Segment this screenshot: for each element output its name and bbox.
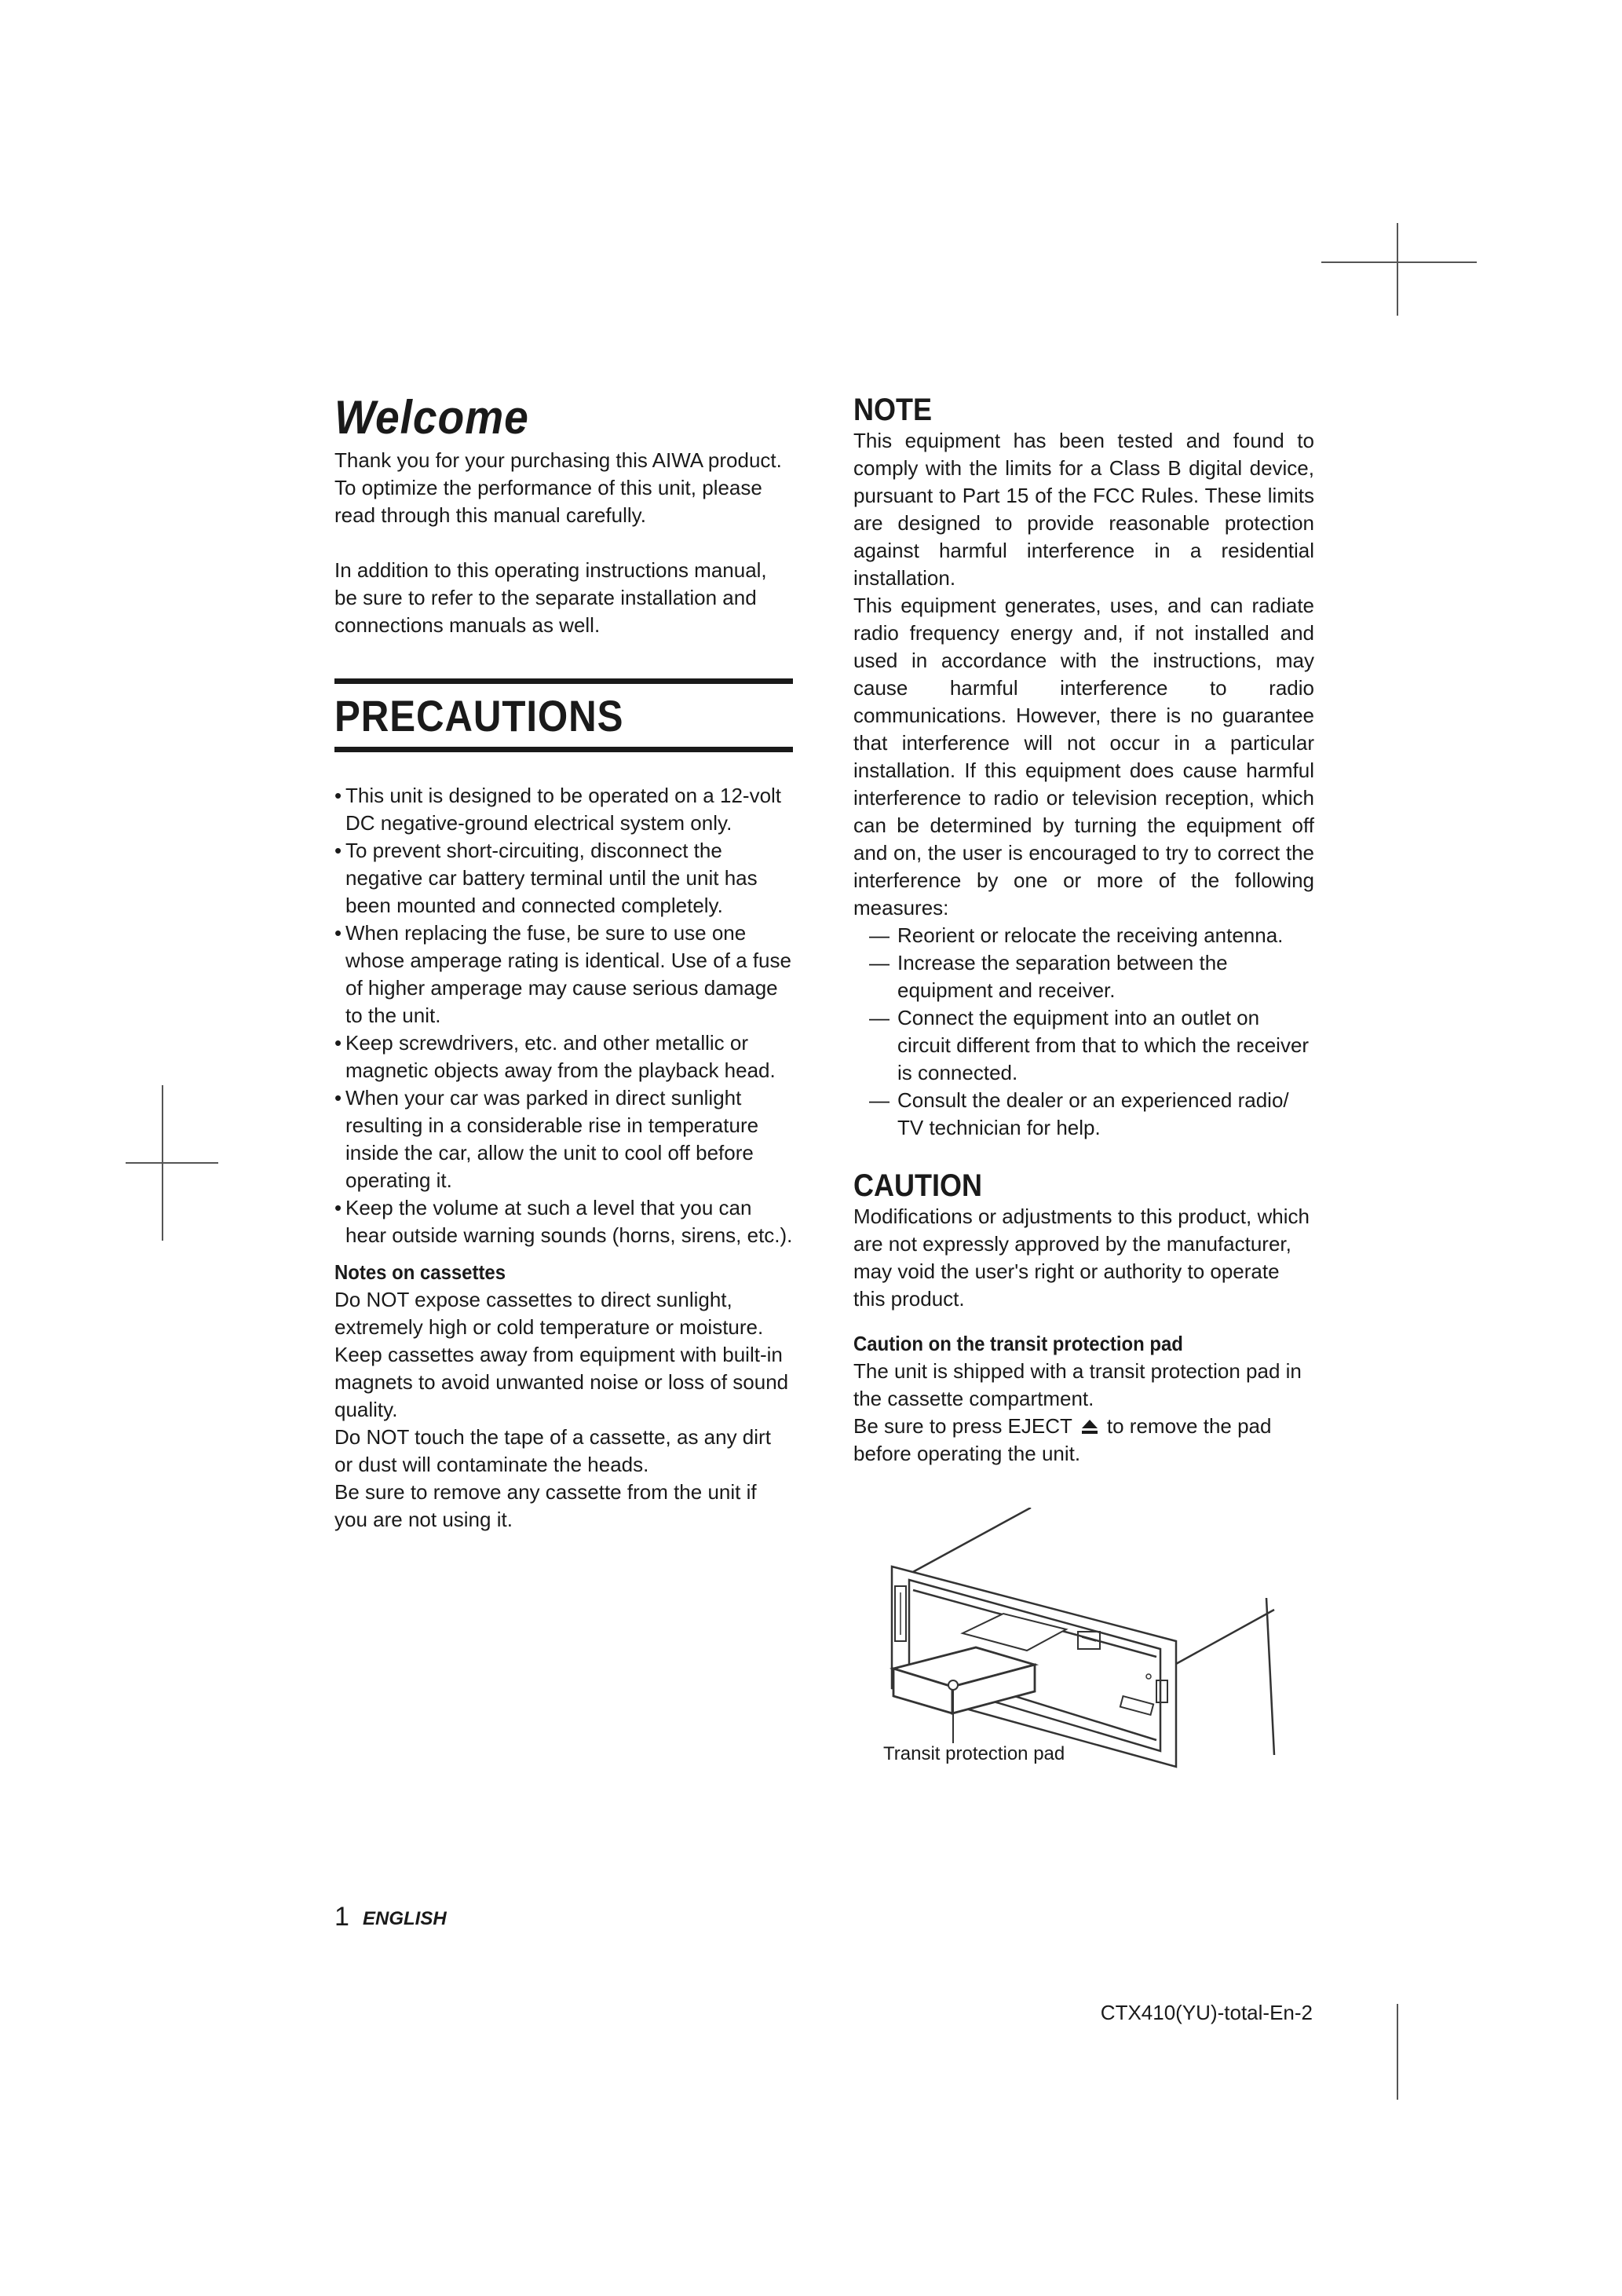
list-item: — Consult the dealer or an experienced radio/ TV technician for help.: [869, 1088, 1289, 1139]
cassettes-paragraph-2: Keep cassettes away from equipment with built-in magnets to avoid unwanted noise or loss of sound quality.: [334, 1342, 789, 1421]
eject-icon: [1081, 1419, 1098, 1435]
page-number: 1: [334, 1902, 349, 1932]
list-item: — Connect the equipment into an outlet on circuit different from that to which the receiver is connected.: [869, 1006, 1310, 1084]
measures-list: [853, 922, 1314, 1142]
transit-heading: Caution on the transit protection pad: [853, 1332, 1183, 1355]
list-item: • This unit is designed to be operated on a 12-volt DC negative-ground electrical system only.: [334, 783, 782, 835]
list-item: • Keep the volume at such a level that you can hear outside warning sounds (horns, sirens, etc.).: [334, 1195, 793, 1247]
bullet-icon: •: [334, 1195, 342, 1219]
list-item: — Reorient or relocate the receiving antenna.: [869, 922, 1314, 949]
cassettes-paragraph-1: Do NOT expose cassettes to direct sunlight, extremely high or cold temperature or moisture.: [334, 1287, 764, 1339]
welcome-paragraph-1: Thank you for your purchasing this AIWA product. To optimize the performance of this unit, please read through this manual carefully.: [334, 448, 782, 527]
bullet-icon: •: [334, 1030, 342, 1055]
list-item: • When replacing the fuse, be sure to use one whose amperage rating is identical. Use of a fuse of higher amperage may cause serious damage to the unit.: [334, 920, 791, 1027]
crop-mark-top-right-v: [1397, 223, 1398, 316]
dash-icon: —: [869, 1006, 890, 1029]
note-paragraph-1: This equipment has been tested and found to comply with the limits for a Class B digital device, pursuant to Part 15 of the FCC Rules. These limits are designed to provide reasonable protection against harmful interference in a residential installation.: [853, 429, 1314, 590]
transit-paragraph-1: The unit is shipped with a transit protection pad in the cassette compartment.: [853, 1359, 1302, 1410]
welcome-title: Welcome: [334, 391, 529, 444]
crop-mark-bottom-right-v: [1397, 2004, 1398, 2100]
bullet-icon: •: [334, 1085, 342, 1110]
figure-caption: Transit protection pad: [883, 1743, 1065, 1764]
welcome-paragraph-2: In addition to this operating instructions manual, be sure to refer to the separate installation and connections manuals as well.: [334, 558, 767, 637]
top-rule: [334, 678, 793, 684]
caution-paragraph: Modifications or adjustments to this product, which are not expressly approved by the manufacturer, may void the user's right or authority to operate this product.: [853, 1205, 1310, 1311]
cassettes-paragraph-4: Be sure to remove any cassette from the unit if you are not using it.: [334, 1479, 757, 1531]
bullet-icon: •: [334, 838, 342, 862]
precautions-list: [334, 782, 793, 1249]
bottom-rule: [334, 747, 793, 752]
spacer: [334, 529, 793, 557]
dash-icon: —: [869, 951, 890, 974]
right-column: [853, 377, 1314, 1468]
dash-icon: —: [869, 1088, 890, 1112]
list-item: • Keep screwdrivers, etc. and other metallic or magnetic objects away from the playback head.: [334, 1030, 776, 1082]
transit-paragraph-2: Be sure to press EJECT to remove the pad before operating the unit.: [853, 1414, 1272, 1465]
precautions-title: PRECAUTIONS: [334, 691, 624, 740]
list-item: — Increase the separation between the equipment and receiver.: [869, 951, 1228, 1002]
crop-mark-left-h: [126, 1162, 218, 1164]
caution-title: CAUTION: [853, 1168, 982, 1203]
note-title: NOTE: [853, 393, 933, 427]
cassettes-heading: Notes on cassettes: [334, 1260, 506, 1284]
bullet-icon: •: [334, 920, 342, 945]
page-language: ENGLISH: [363, 1908, 447, 1929]
cassettes-paragraph-3: Do NOT touch the tape of a cassette, as any dirt or dust will contaminate the heads.: [334, 1424, 771, 1476]
list-item: • When your car was parked in direct sunlight resulting in a considerable rise in temperature inside the car, allow the unit to cool off before operating it.: [334, 1085, 759, 1192]
dash-icon: —: [869, 923, 890, 947]
document-id: CTX410(YU)-total-En-2: [1100, 2001, 1313, 2024]
list-item: • To prevent short-circuiting, disconnect the negative car battery terminal until the unit has been mounted and connected completely.: [334, 838, 758, 917]
precautions-header: [334, 678, 793, 752]
left-column: [334, 377, 793, 1534]
bullet-icon: •: [334, 783, 342, 807]
note-paragraph-2: This equipment generates, uses, and can radiate radio frequency energy and, if not installed and used in accordance with the instructions, may cause harmful interference to radio communications. However, there is no guarantee that interference will not occur in a particular installation. If this equipment does cause harmful interference to radio or television reception, which can be determined by turning the equipment off and on, the user is encouraged to try to correct the interference by one or more of the following measures:: [853, 594, 1314, 919]
crop-mark-top-right-h: [1321, 261, 1477, 263]
